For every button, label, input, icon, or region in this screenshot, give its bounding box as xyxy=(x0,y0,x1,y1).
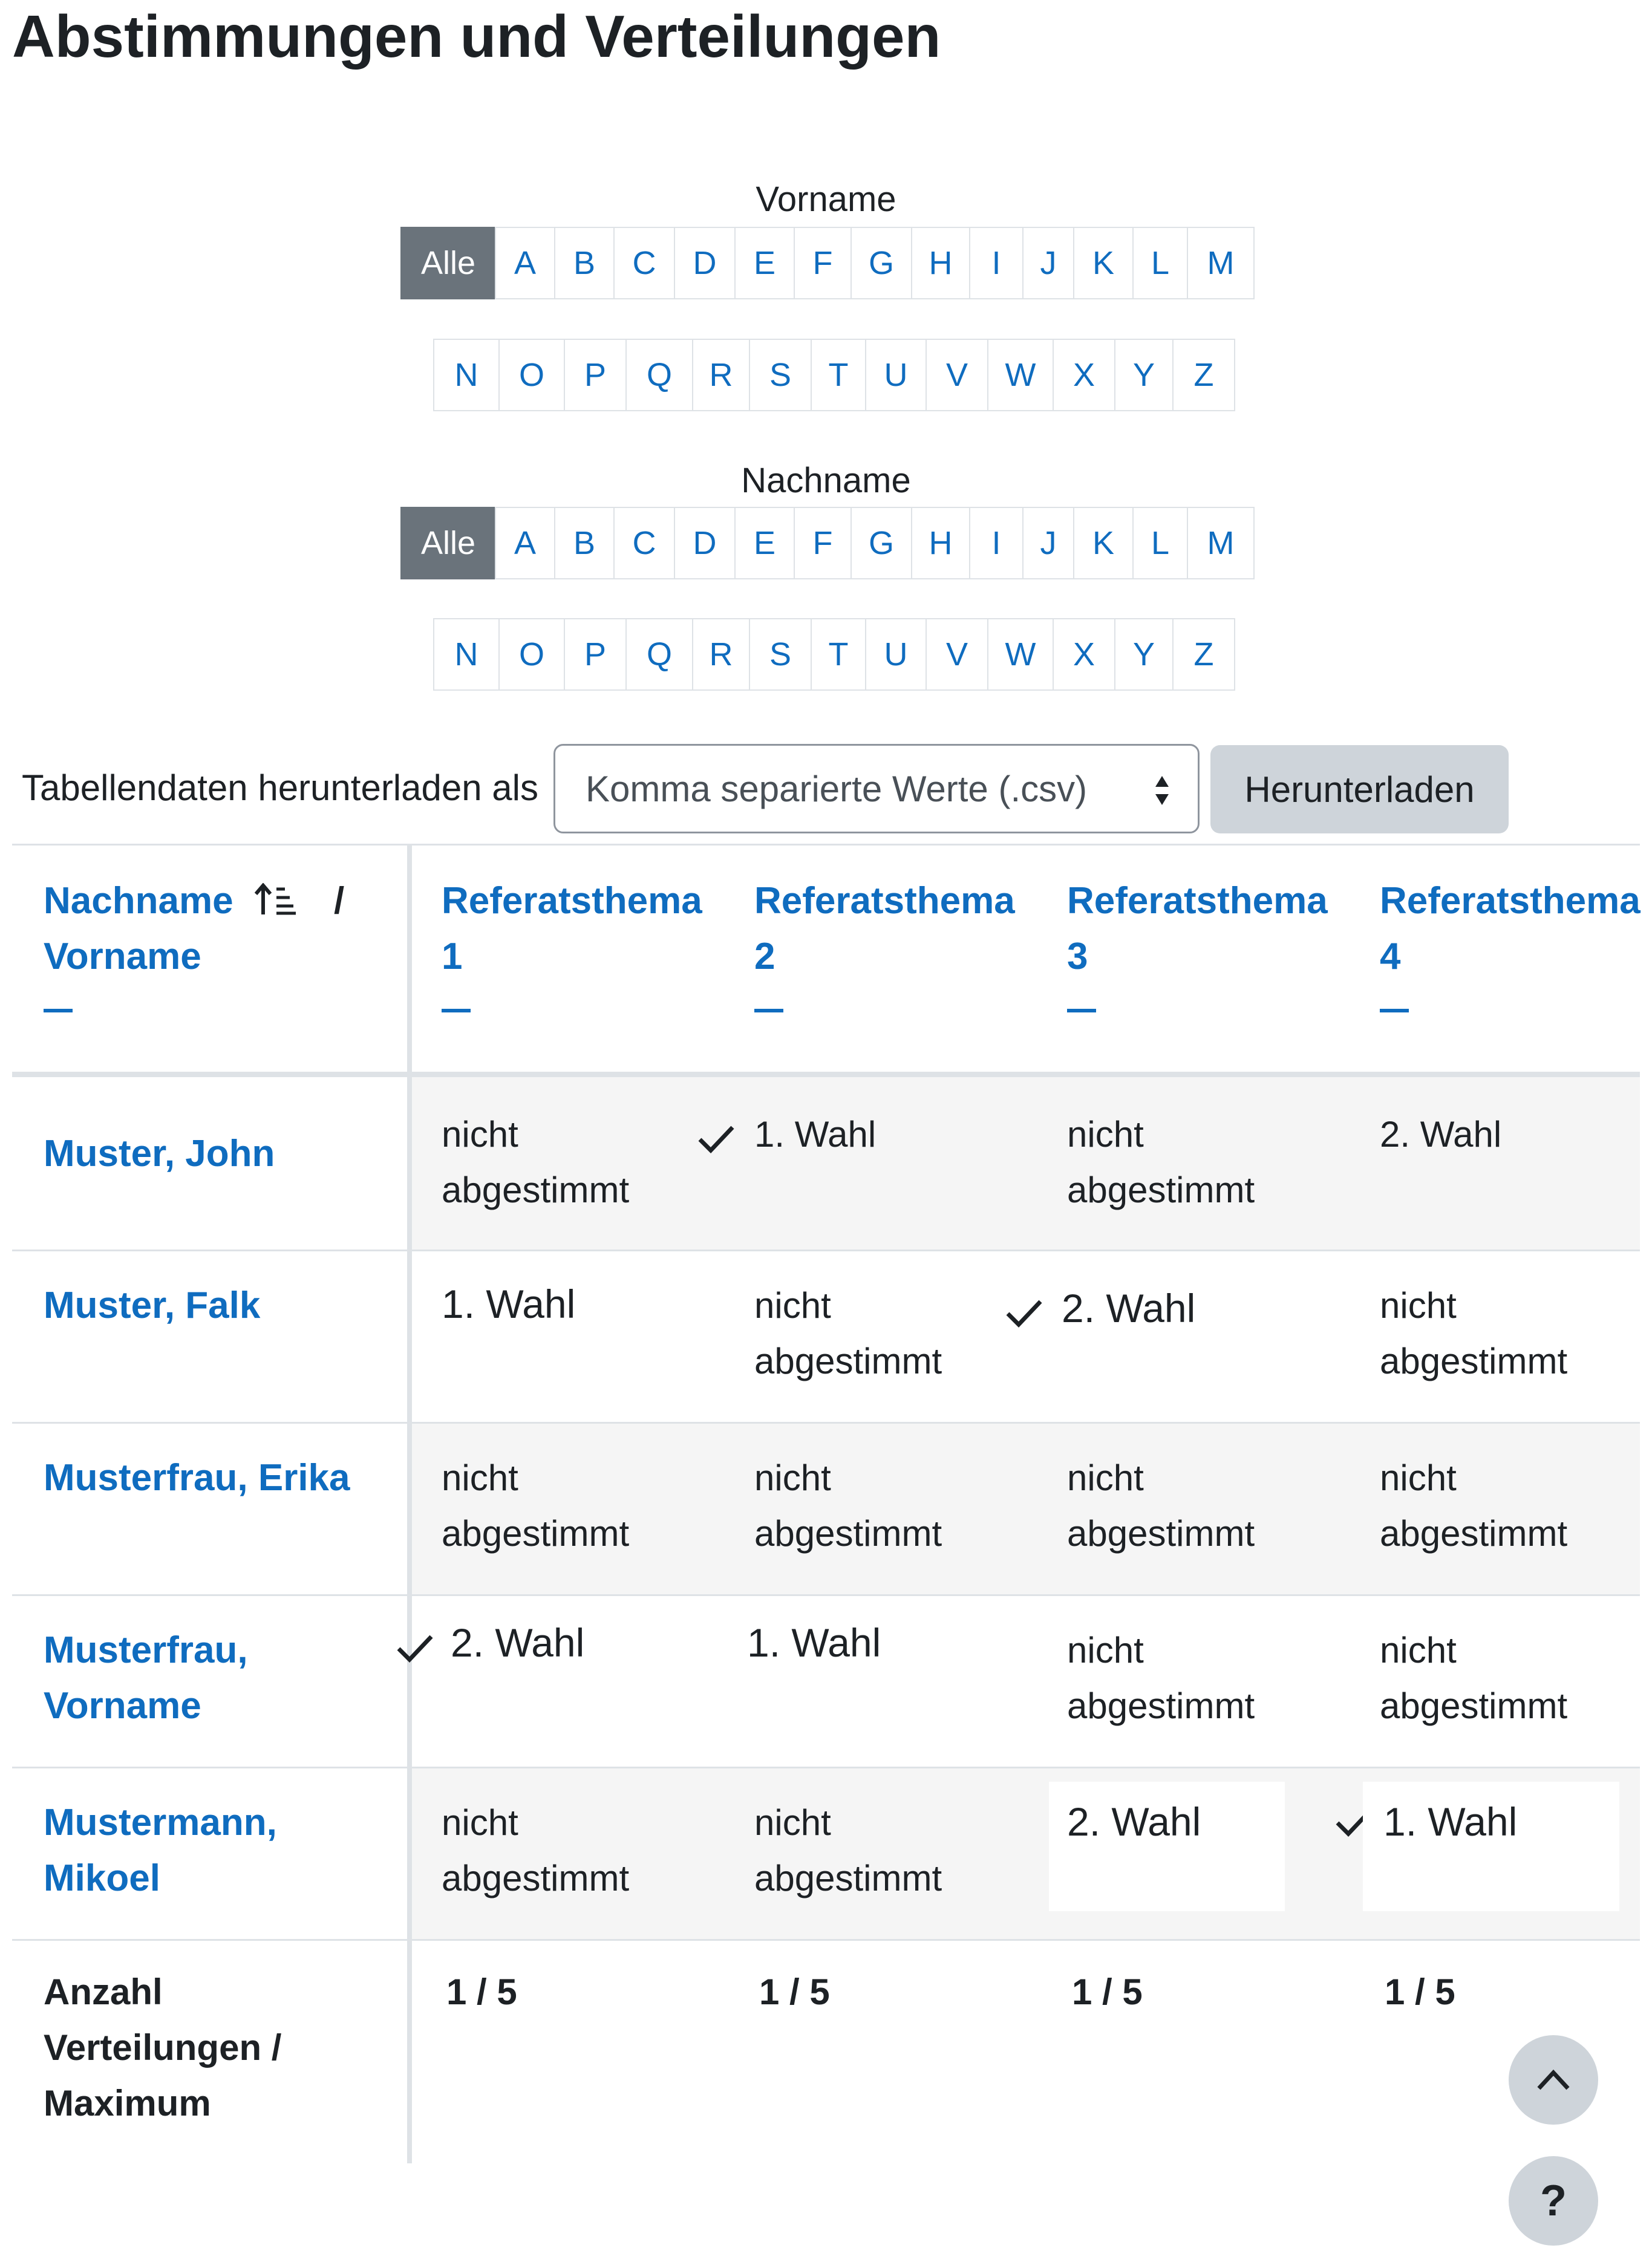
download-format-select[interactable] xyxy=(553,744,1200,833)
vote-cell-highlighted: 2. Wahl xyxy=(1049,1782,1285,1911)
last-name-letter-w[interactable]: W xyxy=(987,618,1054,691)
last-name-letter-all[interactable]: Alle xyxy=(400,507,496,579)
first-name-letter-q[interactable]: Q xyxy=(625,339,693,411)
first-name-letter-m[interactable]: M xyxy=(1187,227,1255,299)
allocated-check-icon xyxy=(697,1124,735,1154)
last-name-letter-g[interactable]: G xyxy=(850,507,912,579)
last-name-letter-d[interactable]: D xyxy=(674,507,736,579)
vote-cell: nicht abgestimmt xyxy=(1380,1285,1568,1381)
table-top-border xyxy=(12,844,1640,846)
vote-cell: 1. Wahl xyxy=(754,1114,877,1155)
vote-cell: nicht abgestimmt xyxy=(1380,1630,1568,1726)
sort-firstname-link[interactable]: Vorname xyxy=(44,936,201,977)
last-name-letter-o[interactable]: O xyxy=(498,618,565,691)
vote-cell: 1. Wahl xyxy=(442,1282,576,1326)
row-border-5 xyxy=(12,1939,1640,1941)
select-arrows-icon xyxy=(1154,774,1170,807)
download-format-value: Komma separierte Werte (.csv) xyxy=(586,768,1088,809)
last-name-letter-f[interactable]: F xyxy=(794,507,852,579)
last-name-letter-i[interactable]: I xyxy=(969,507,1024,579)
table-row-name[interactable]: Muster, Falk xyxy=(44,1285,261,1326)
last-name-letter-q[interactable]: Q xyxy=(625,618,693,691)
name-column-divider xyxy=(407,845,412,2163)
page-title: Abstimmungen und Verteilungen xyxy=(12,3,941,70)
first-name-letter-f[interactable]: F xyxy=(794,227,852,299)
first-name-letter-p[interactable]: P xyxy=(564,339,627,411)
first-name-letter-h[interactable]: H xyxy=(911,227,970,299)
first-name-letter-y[interactable]: Y xyxy=(1114,339,1174,411)
last-name-filter-label: Nachname xyxy=(741,461,911,500)
header-topic-3[interactable]: Referatsthema 3 xyxy=(1067,873,1328,1012)
first-name-letter-b[interactable]: B xyxy=(554,227,615,299)
last-name-letter-h[interactable]: H xyxy=(911,507,970,579)
header-topic-1[interactable]: Referatsthema 1 xyxy=(442,873,702,1012)
sort-lastname-link[interactable]: Nachname xyxy=(44,880,233,922)
first-name-letter-j[interactable]: J xyxy=(1022,227,1074,299)
first-name-letter-n[interactable]: N xyxy=(433,339,500,411)
allocated-check-icon xyxy=(1005,1298,1043,1328)
vote-cell: 1. Wahl xyxy=(747,1620,881,1665)
first-name-letter-e[interactable]: E xyxy=(734,227,795,299)
last-name-letter-j[interactable]: J xyxy=(1022,507,1074,579)
first-name-letter-g[interactable]: G xyxy=(850,227,912,299)
back-to-top-button[interactable] xyxy=(1509,2035,1598,2125)
table-header-border xyxy=(12,1072,1640,1077)
vote-cell: nicht abgestimmt xyxy=(442,1802,630,1898)
vote-cell: nicht abgestimmt xyxy=(754,1285,942,1381)
header-topic-2[interactable]: Referatsthema 2 xyxy=(754,873,1015,1012)
first-name-letter-o[interactable]: O xyxy=(498,339,565,411)
last-name-letter-x[interactable]: X xyxy=(1053,618,1115,691)
first-name-filter-row1 xyxy=(402,227,1255,299)
last-name-letter-z[interactable]: Z xyxy=(1172,618,1235,691)
vote-cell: nicht abgestimmt xyxy=(754,1802,942,1898)
last-name-letter-y[interactable]: Y xyxy=(1114,618,1174,691)
last-name-letter-e[interactable]: E xyxy=(734,507,795,579)
first-name-filter-row2 xyxy=(434,339,1235,411)
footer-count-topic-4: 1 / 5 xyxy=(1385,1972,1455,2012)
first-name-letter-w[interactable]: W xyxy=(987,339,1054,411)
last-name-letter-v[interactable]: V xyxy=(926,618,988,691)
last-name-letter-p[interactable]: P xyxy=(564,618,627,691)
first-name-letter-z[interactable]: Z xyxy=(1172,339,1235,411)
first-name-letter-x[interactable]: X xyxy=(1053,339,1115,411)
chevron-up-icon xyxy=(1535,2068,1572,2092)
footer-count-topic-3: 1 / 5 xyxy=(1072,1972,1143,2012)
vote-cell: nicht abgestimmt xyxy=(1067,1630,1255,1726)
last-name-filter-row1 xyxy=(402,507,1255,579)
sort-ascending-icon xyxy=(255,883,297,917)
row-border-1 xyxy=(12,1250,1640,1251)
vote-cell: nicht abgestimmt xyxy=(754,1458,942,1554)
collapse-topic-1-icon[interactable] xyxy=(442,1009,471,1012)
last-name-letter-t[interactable]: T xyxy=(811,618,866,691)
first-name-letter-v[interactable]: V xyxy=(926,339,988,411)
last-name-filter-row2 xyxy=(434,618,1235,691)
header-topic-4[interactable]: Referatsthema 4 xyxy=(1380,873,1641,1012)
row-border-3 xyxy=(12,1594,1640,1596)
footer-count-topic-1: 1 / 5 xyxy=(446,1972,517,2012)
first-name-letter-k[interactable]: K xyxy=(1073,227,1134,299)
table-row-name[interactable]: Muster, John xyxy=(44,1133,275,1175)
vote-cell: nicht abgestimmt xyxy=(1067,1114,1255,1210)
collapse-topic-3-icon[interactable] xyxy=(1067,1009,1096,1012)
table-row-name[interactable]: Musterfrau, Vorname xyxy=(44,1629,248,1727)
vote-cell: 2. Wahl xyxy=(1062,1286,1196,1331)
last-name-letter-b[interactable]: B xyxy=(554,507,615,579)
table-row-name[interactable]: Mustermann, Mikoel xyxy=(44,1802,277,1899)
first-name-letter-s[interactable]: S xyxy=(749,339,812,411)
vote-cell: 2. Wahl xyxy=(451,1620,585,1665)
allocated-check-icon xyxy=(396,1633,434,1663)
vote-cell-highlighted: 1. Wahl xyxy=(1363,1782,1619,1911)
last-name-letter-c[interactable]: C xyxy=(613,507,675,579)
last-name-letter-s[interactable]: S xyxy=(749,618,812,691)
first-name-letter-u[interactable]: U xyxy=(865,339,927,411)
vote-cell: 2. Wahl xyxy=(1380,1114,1502,1155)
first-name-letter-i[interactable]: I xyxy=(969,227,1024,299)
first-name-letter-l[interactable]: L xyxy=(1132,227,1188,299)
table-row-name[interactable]: Musterfrau, Erika xyxy=(44,1457,350,1499)
last-name-letter-a[interactable]: A xyxy=(495,507,555,579)
last-name-letter-k[interactable]: K xyxy=(1073,507,1134,579)
header-name xyxy=(44,873,344,1012)
vote-cell: nicht abgestimmt xyxy=(442,1114,630,1210)
header-name-separator: / xyxy=(334,880,345,922)
last-name-letter-u[interactable]: U xyxy=(865,618,927,691)
first-name-letter-c[interactable]: C xyxy=(613,227,675,299)
collapse-topic-2-icon[interactable] xyxy=(754,1009,783,1012)
help-button[interactable]: ? xyxy=(1509,2156,1598,2246)
download-button[interactable]: Herunterladen xyxy=(1210,745,1509,833)
footer-label: Anzahl Verteilungen / Maximum xyxy=(44,1972,282,2123)
first-name-letter-t[interactable]: T xyxy=(811,339,866,411)
first-name-letter-all[interactable]: Alle xyxy=(400,227,496,299)
last-name-letter-l[interactable]: L xyxy=(1132,507,1188,579)
collapse-topic-4-icon[interactable] xyxy=(1380,1009,1409,1012)
first-name-letter-d[interactable]: D xyxy=(674,227,736,299)
footer-count-topic-2: 1 / 5 xyxy=(759,1972,830,2012)
vote-cell: nicht abgestimmt xyxy=(442,1458,630,1554)
vote-cell: nicht abgestimmt xyxy=(1380,1458,1568,1554)
last-name-letter-m[interactable]: M xyxy=(1187,507,1255,579)
collapse-name-column-icon[interactable] xyxy=(44,1009,73,1012)
last-name-letter-n[interactable]: N xyxy=(433,618,500,691)
download-label: Tabellendaten herunterladen als xyxy=(22,767,538,808)
vote-cell: nicht abgestimmt xyxy=(1067,1458,1255,1554)
first-name-letter-r[interactable]: R xyxy=(692,339,750,411)
first-name-filter-label: Vorname xyxy=(756,180,896,219)
first-name-letter-a[interactable]: A xyxy=(495,227,555,299)
last-name-letter-r[interactable]: R xyxy=(692,618,750,691)
